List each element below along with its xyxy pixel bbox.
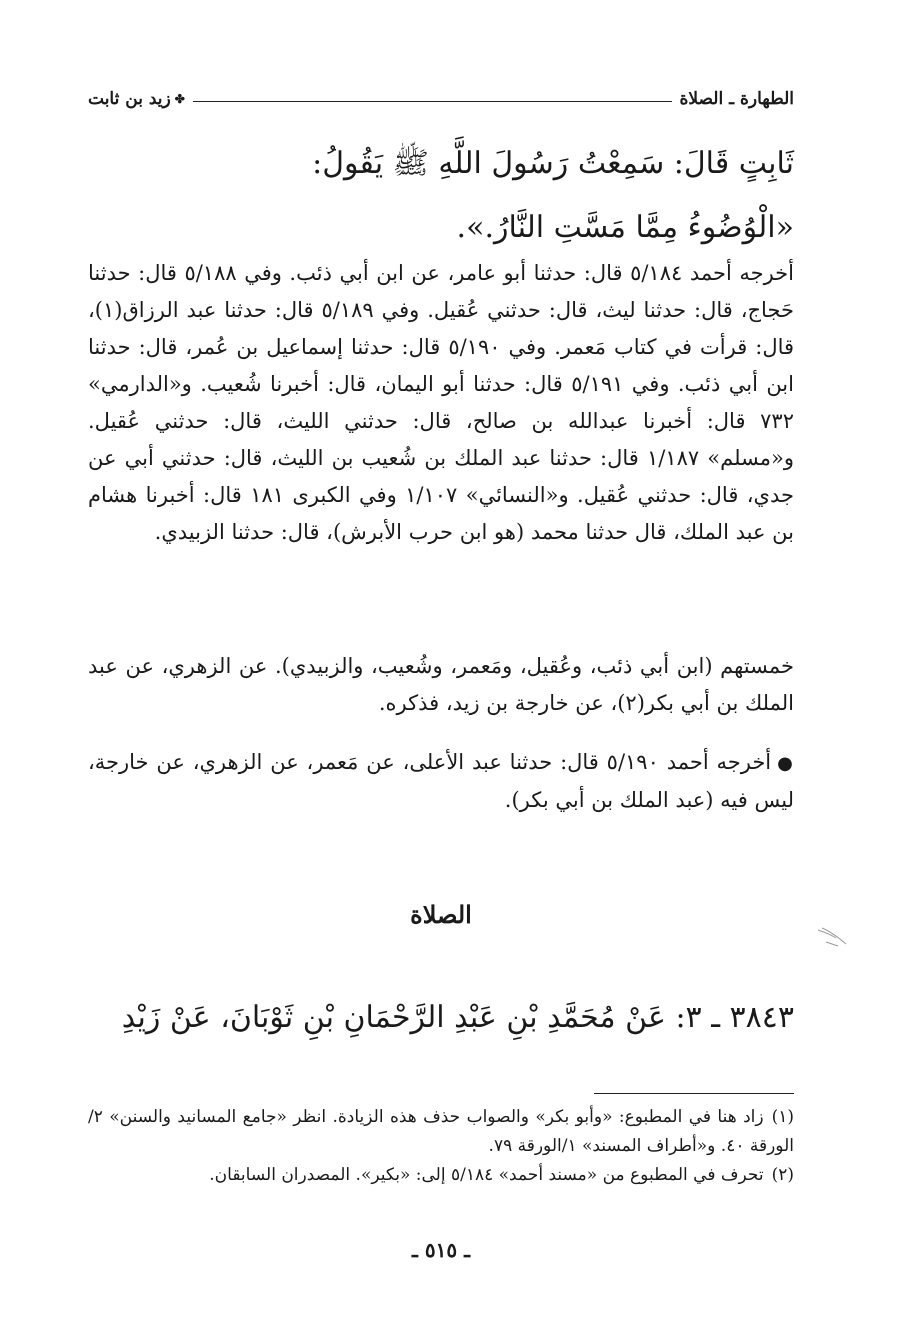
takhrij-note-paragraph: [88, 744, 794, 819]
footnote-text: زاد هنا في المطبوع: «وأبو بكر» والصواب حذف هذه الزيادة. انظر «جامع المسانيد والسنن» ٢/ الورقة ٤٠. و«أطراف المسند» ١/الورقة ٧٩.: [88, 1107, 794, 1156]
takhrij-paragraph: أخرجه أحمد ٥/١٨٤ قال: حدثنا أبو عامر، عن ابن أبي ذئب. وفي ٥/١٨٨ قال: حدثنا حَجاج، قال: حدثنا ليث، قال: حدثني عُقيل. وفي ٥/١٨٩ قال: حدثنا عبد الرزاق(١)، قال: قرأت في كتاب مَعمر. وفي ٥/١٩٠ قال: حدثنا إسماعيل بن عُمر، قال: حدثنا ابن أبي ذئب. وفي ٥/١٩١ قال: حدثنا أبو اليمان، قال: أخبرنا شُعيب. و«الدارمي» ٧٣٢ قال: أخبرنا عبدالله بن صالح، قال: حدثني الليث، قال: حدثني عُقيل. و«مسلم» ١/١٨٧ قال: حدثنا عبد الملك بن شُعيب بن الليث، قال: حدثني أبي عن جدي، قال: حدثني عُقيل. و«النسائي» ١/١٠٧ وفي الكبرى ١٨١ قال: أخبرنا هشام بن عبد الملك، قال حدثنا محمد (هو ابن حرب الأبرش)، قال: حدثنا الزبيدي.: [88, 261, 795, 544]
footnote-2: [88, 1161, 794, 1190]
hadith-text: عَنْ مُحَمَّدِ بْنِ عَبْدِ الرَّحْمَانِ بْنِ ثَوْبَانَ، عَنْ زَيْدِ: [121, 1000, 666, 1035]
running-header: [88, 84, 794, 114]
opening-line-2: «الْوُضُوءُ مِمَّا مَسَّتِ النَّارُ.».: [456, 210, 794, 245]
header-rule: [193, 101, 672, 102]
chain-paragraph: خمستهم (ابن أبي ذئب، وعُقيل، ومَعمر، وشُعيب، والزبيدي). عن الزهري، عن عبد الملك بن أبي بكر(٢)، عن خارجة بن زيد، فذكره.: [88, 654, 794, 715]
hadith-opening: [88, 132, 794, 260]
hadith-number: ٣٨٤٣ ـ ٣:: [675, 1000, 794, 1035]
footnote-number: (٢): [771, 1165, 794, 1185]
header-ornament-icon: ✤: [174, 92, 185, 106]
opening-line-1: ثَابِتٍ قَالَ: سَمِعْتُ رَسُولَ اللَّهِ ﷺ يَقُولُ:: [312, 146, 794, 181]
footnotes: [88, 1103, 794, 1190]
takhrij-note-text: أخرجه أحمد ٥/١٩٠ قال: حدثنا عبد الأعلى، عن مَعمر، عن الزهري، عن خارجة، ليس فيه (عبد الملك بن أبي بكر).: [88, 750, 794, 812]
footnote-rule: [594, 1093, 794, 1094]
margin-pencil-mark-icon: [816, 926, 850, 948]
section-title: الصلاة: [410, 900, 472, 929]
header-section-title: الطهارة ـ الصلاة: [679, 89, 794, 109]
footnote-text: تحرف في المطبوع من «مسند أحمد» ٥/١٨٤ إلى: «بكير». المصدران السابقان.: [209, 1165, 764, 1185]
footnote-number: (١): [771, 1107, 794, 1127]
footnote-1: [88, 1103, 794, 1161]
page-number: ـ ٥١٥ ـ: [412, 1238, 470, 1262]
hadith-start: [88, 988, 794, 1048]
bullet-icon: ●: [777, 753, 794, 774]
header-narrator: زيد بن ثابت: [88, 89, 171, 109]
